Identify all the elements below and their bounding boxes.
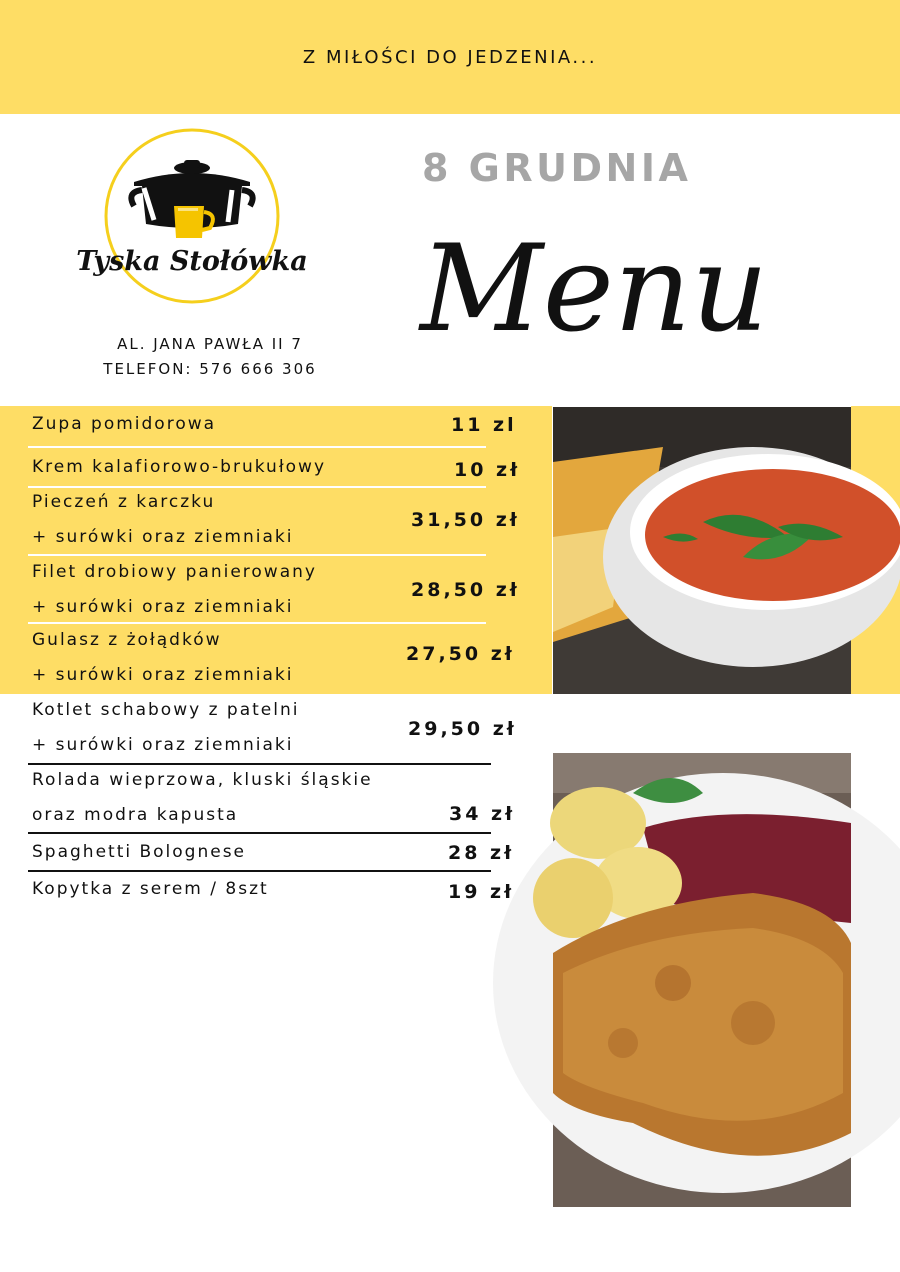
menu-item-name: Spaghetti Bolognese (32, 842, 247, 862)
divider (28, 446, 486, 448)
divider (28, 832, 491, 834)
menu-item-name: Gulasz z żołądków (32, 630, 222, 650)
divider (28, 622, 486, 624)
menu-item-side: + surówki oraz ziemniaki (32, 735, 294, 755)
menu-date: 8 GRUDNIA (422, 146, 692, 190)
divider (28, 554, 486, 556)
logo-text: Tyska Stołówka (76, 246, 308, 277)
menu-item-price: 27,50 zł (406, 643, 515, 665)
tagline: Z MIŁOŚCI DO JEDZENIA... (302, 47, 598, 68)
menu-item-name: Filet drobiowy panierowany (32, 562, 317, 582)
menu-item-name: Kotlet schabowy z patelni (32, 700, 300, 720)
menu-item-name: Zupa pomidorowa (32, 414, 217, 434)
restaurant-logo (76, 128, 322, 308)
address-street: AL. JANA PAWŁA II 7 (117, 335, 303, 353)
menu-item-name: Pieczeń z karczku (32, 492, 216, 512)
divider (28, 486, 486, 488)
menu-item-name: Rolada wieprzowa, kluski śląskie (32, 770, 373, 790)
menu-item-price: 31,50 zł (411, 509, 520, 531)
menu-item-name: Krem kalafiorowo-brukułowy (32, 457, 327, 477)
menu-item-price: 10 zł (454, 459, 521, 481)
schnitzel-plate-photo (553, 753, 851, 1207)
menu-item-price: 28,50 zł (411, 579, 520, 601)
menu-item-side: + surówki oraz ziemniaki (32, 527, 294, 547)
menu-item-side: oraz modra kapusta (32, 805, 239, 825)
menu-item-side: + surówki oraz ziemniaki (32, 597, 294, 617)
divider (28, 763, 491, 765)
address (60, 332, 360, 382)
menu-item-name: Kopytka z serem / 8szt (32, 879, 269, 899)
menu-title (410, 200, 769, 380)
menu-item-side: + surówki oraz ziemniaki (32, 665, 294, 685)
menu-item-price: 28 zł (448, 842, 515, 864)
menu-title-text: Menu (420, 220, 769, 359)
divider (28, 870, 491, 872)
address-phone: TELEFON: 576 666 306 (103, 360, 317, 378)
menu-item-price: 11 zl (451, 414, 517, 436)
menu-item-price: 19 zł (448, 881, 515, 903)
menu-item-price: 29,50 zł (408, 718, 517, 740)
tomato-soup-photo (553, 407, 851, 694)
menu-item-price: 34 zł (449, 803, 516, 825)
